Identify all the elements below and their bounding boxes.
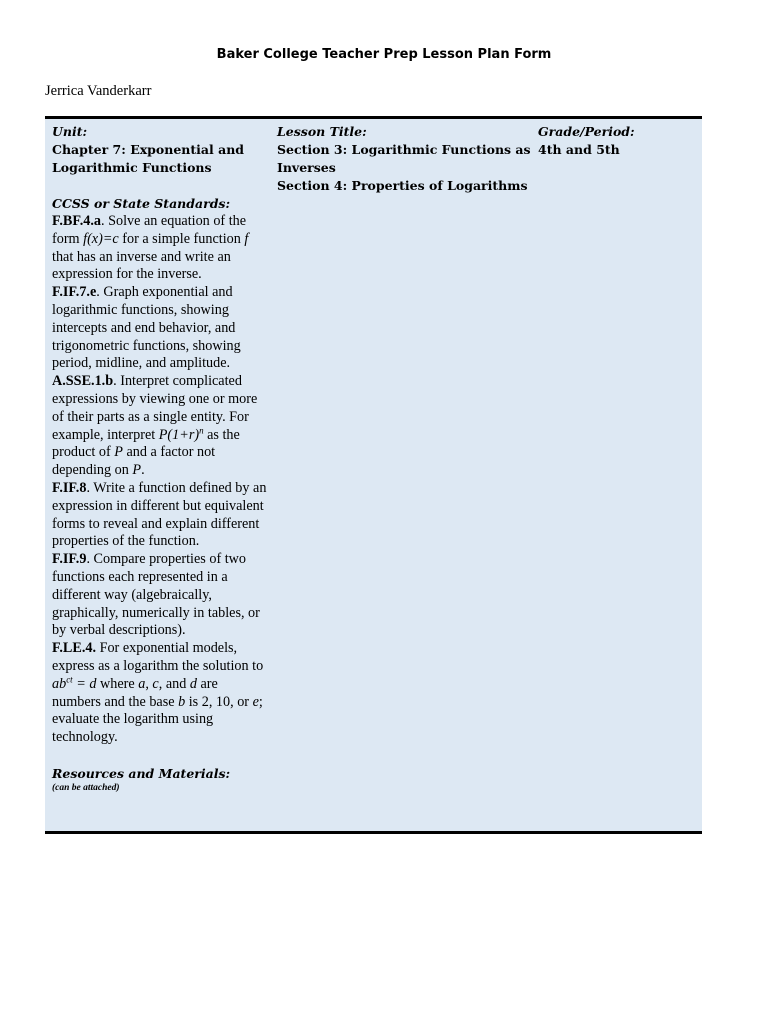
standard-code: A.SSE.1.b bbox=[52, 373, 114, 390]
standard-item: F.IF.9. Compare properties of two functions each represented in a different way (algebraically, graphically, numerically in tables, or by verbal descriptions). bbox=[52, 551, 260, 639]
standard-code: F.IF.8 bbox=[52, 479, 87, 496]
document-title: Baker College Teacher Prep Lesson Plan Form bbox=[216, 47, 552, 62]
standard-code: F.BF.4.a bbox=[52, 213, 102, 229]
unit-label: Unit: bbox=[52, 124, 88, 139]
grade-label: Grade/Period: bbox=[538, 124, 635, 139]
standard-item: F.IF.7.e. Graph exponential and logarithmic functions, showing intercepts and end behavior, and trigonometric functions, showing period, midline, and amplitude. bbox=[52, 284, 241, 372]
lesson-plan-table bbox=[45, 116, 702, 834]
unit-column bbox=[52, 123, 268, 794]
resources-label: Resources and Materials: bbox=[52, 765, 231, 781]
standards-list bbox=[52, 213, 268, 747]
grade-column bbox=[538, 123, 698, 159]
lesson-column bbox=[277, 123, 533, 195]
lesson-title-label: Lesson Title: bbox=[277, 124, 367, 139]
standard-code: F.LE.4. bbox=[52, 640, 97, 657]
lesson-section-3: Section 3: Logarithmic Functions as Inverses bbox=[277, 142, 531, 175]
author-name: Jerrica Vanderkarr bbox=[45, 83, 152, 99]
unit-value: Chapter 7: Exponential and Logarithmic Functions bbox=[52, 142, 245, 175]
resources-note: (can be attached) bbox=[52, 782, 120, 793]
standard-item: F.LE.4. For exponential models, express as a logarithm the solution to $ab^{ct} = d$ where a, c, and d are numbers and the base b is 2, 10, or e; evaluate the logarithm using technology. bbox=[52, 640, 264, 746]
lesson-section-4: Section 4: Properties of Logarithms bbox=[277, 178, 528, 193]
standard-item: A.SSE.1.b. Interpret complicated expressions by viewing one or more of their parts as a single entity. For example, interpret $P(1+r)^n$ as the product of P and a factor not depending on P. bbox=[52, 373, 258, 479]
standard-item: F.BF.4.a. Solve an equation of the form f(x)=c for a simple function f that has an inverse and write an expression for the inverse. bbox=[52, 213, 249, 283]
standards-label: CCSS or State Standards: bbox=[52, 196, 231, 211]
grade-value: 4th and 5th bbox=[538, 142, 620, 157]
standard-code: F.IF.7.e bbox=[52, 284, 97, 301]
standard-code: F.IF.9 bbox=[52, 551, 87, 568]
standard-item: F.IF.8. Write a function defined by an expression in different but equivalent forms to reveal and explain different properties of the function. bbox=[52, 479, 267, 550]
